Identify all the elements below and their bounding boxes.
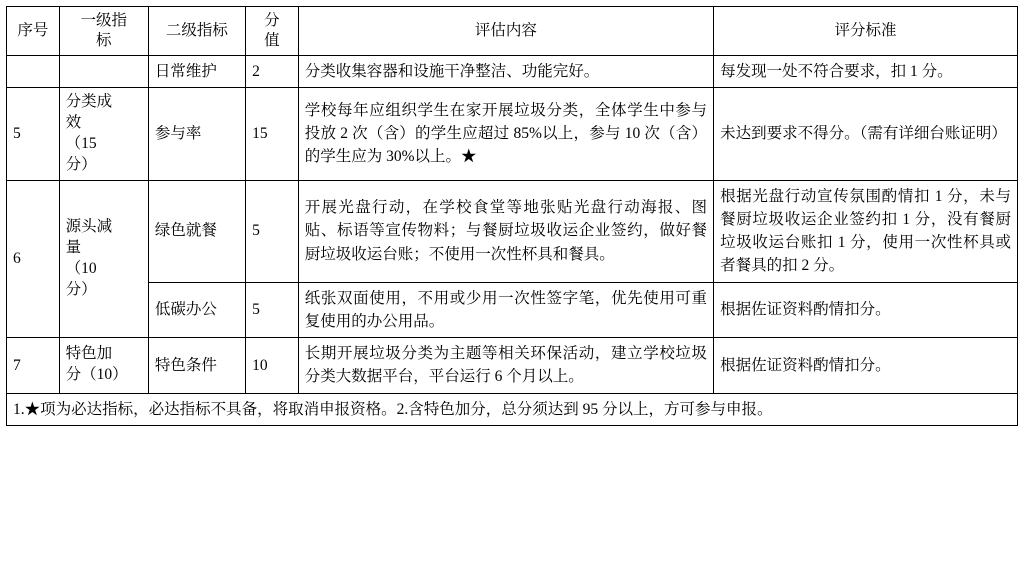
cell-content: 长期开展垃圾分类为主题等相关环保活动，建立学校垃圾分类大数据平台，平台运行 6 个月以上。 (298, 338, 713, 394)
cell-indicator1 (59, 55, 148, 87)
column-header-indicator2-text: 二级指标 (165, 22, 228, 40)
cell-indicator2: 参与率 (148, 87, 245, 180)
cell-indicator1-line3: （15 (65, 134, 97, 152)
table-row (7, 180, 1018, 282)
column-header-score (246, 7, 299, 56)
cell-standard: 未达到要求不得分。（需有详细台账证明） (714, 87, 1018, 180)
column-header-indicator2 (148, 7, 245, 56)
cell-score: 5 (246, 180, 299, 282)
cell-indicator1-line1: 分类成 (65, 92, 113, 110)
cell-indicator2: 特色条件 (148, 338, 245, 394)
column-header-seq (7, 7, 60, 56)
cell-standard: 根据佐证资料酌情扣分。 (714, 282, 1018, 338)
cell-indicator1 (59, 180, 148, 338)
cell-seq: 7 (7, 338, 60, 394)
column-header-content-text: 评估内容 (474, 22, 537, 40)
cell-standard: 每发现一处不符合要求，扣 1 分。 (714, 55, 1018, 87)
cell-standard: 根据佐证资料酌情扣分。 (714, 338, 1018, 394)
column-header-content (298, 7, 713, 56)
cell-content: 纸张双面使用，不用或少用一次性签字笔，优先使用可重复使用的办公用品。 (298, 282, 713, 338)
cell-content: 开展光盘行动，在学校食堂等地张贴光盘行动海报、图贴、标语等宣传物料；与餐厨垃圾收运企业签约，做好餐厨垃圾收运台账；不使用一次性杯具和餐具。 (298, 180, 713, 282)
cell-indicator1 (59, 338, 148, 394)
cell-seq: 5 (7, 87, 60, 180)
cell-standard: 根据光盘行动宣传氛围酌情扣 1 分，未与餐厨垃圾收运企业签约扣 1 分，没有餐厨垃圾收运台账扣 1 分，使用一次性杯具或者餐具的扣 2 分。 (714, 180, 1018, 282)
cell-indicator2: 绿色就餐 (148, 180, 245, 282)
cell-indicator1-line1: 特色加 (65, 345, 113, 363)
cell-indicator1-line4: 分） (65, 280, 97, 298)
column-header-indicator1-line2: 标 (95, 31, 112, 49)
table-row (7, 87, 1018, 180)
column-header-standard (714, 7, 1018, 56)
column-header-score-line1: 分 (264, 12, 280, 29)
table-footnote-row (7, 393, 1018, 425)
cell-indicator2: 低碳办公 (148, 282, 245, 338)
cell-content: 分类收集容器和设施干净整洁、功能完好。 (298, 55, 713, 87)
table-header-row (7, 7, 1018, 56)
cell-score: 15 (246, 87, 299, 180)
cell-indicator1-line3: （10 (65, 259, 97, 277)
cell-seq: 6 (7, 180, 60, 338)
cell-indicator1-line2: 效 (65, 113, 82, 131)
cell-indicator1-line2: 分（10） (65, 366, 128, 384)
cell-indicator1-line1: 源头减 (65, 218, 113, 235)
table-body (7, 55, 1018, 425)
column-header-standard-text: 评分标准 (834, 22, 897, 40)
cell-indicator2: 日常维护 (148, 55, 245, 87)
cell-indicator1-line2: 量 (65, 238, 82, 256)
column-header-indicator1 (59, 7, 148, 56)
table-row (7, 282, 1018, 338)
cell-indicator1 (59, 87, 148, 180)
assessment-table (6, 6, 1018, 426)
cell-score: 10 (246, 338, 299, 394)
column-header-score-line2: 值 (264, 31, 280, 49)
table-row (7, 55, 1018, 87)
cell-score: 5 (246, 282, 299, 338)
table-header (7, 7, 1018, 56)
table-row (7, 338, 1018, 394)
column-header-indicator1-line1: 一级指 (80, 12, 127, 29)
cell-content: 学校每年应组织学生在家开展垃圾分类，全体学生中参与投放 2 次（含）的学生应超过 85%以上，参与 10 次（含）的学生应为 30%以上。★ (298, 87, 713, 180)
cell-indicator1-line4: 分） (65, 155, 97, 173)
cell-seq (7, 55, 60, 87)
cell-score: 2 (246, 55, 299, 87)
column-header-seq-text: 序号 (17, 22, 49, 40)
table-footnote: 1.★项为必达指标，必达指标不具备，将取消申报资格。2.含特色加分，总分须达到 95 分以上，方可参与申报。 (7, 393, 1018, 425)
